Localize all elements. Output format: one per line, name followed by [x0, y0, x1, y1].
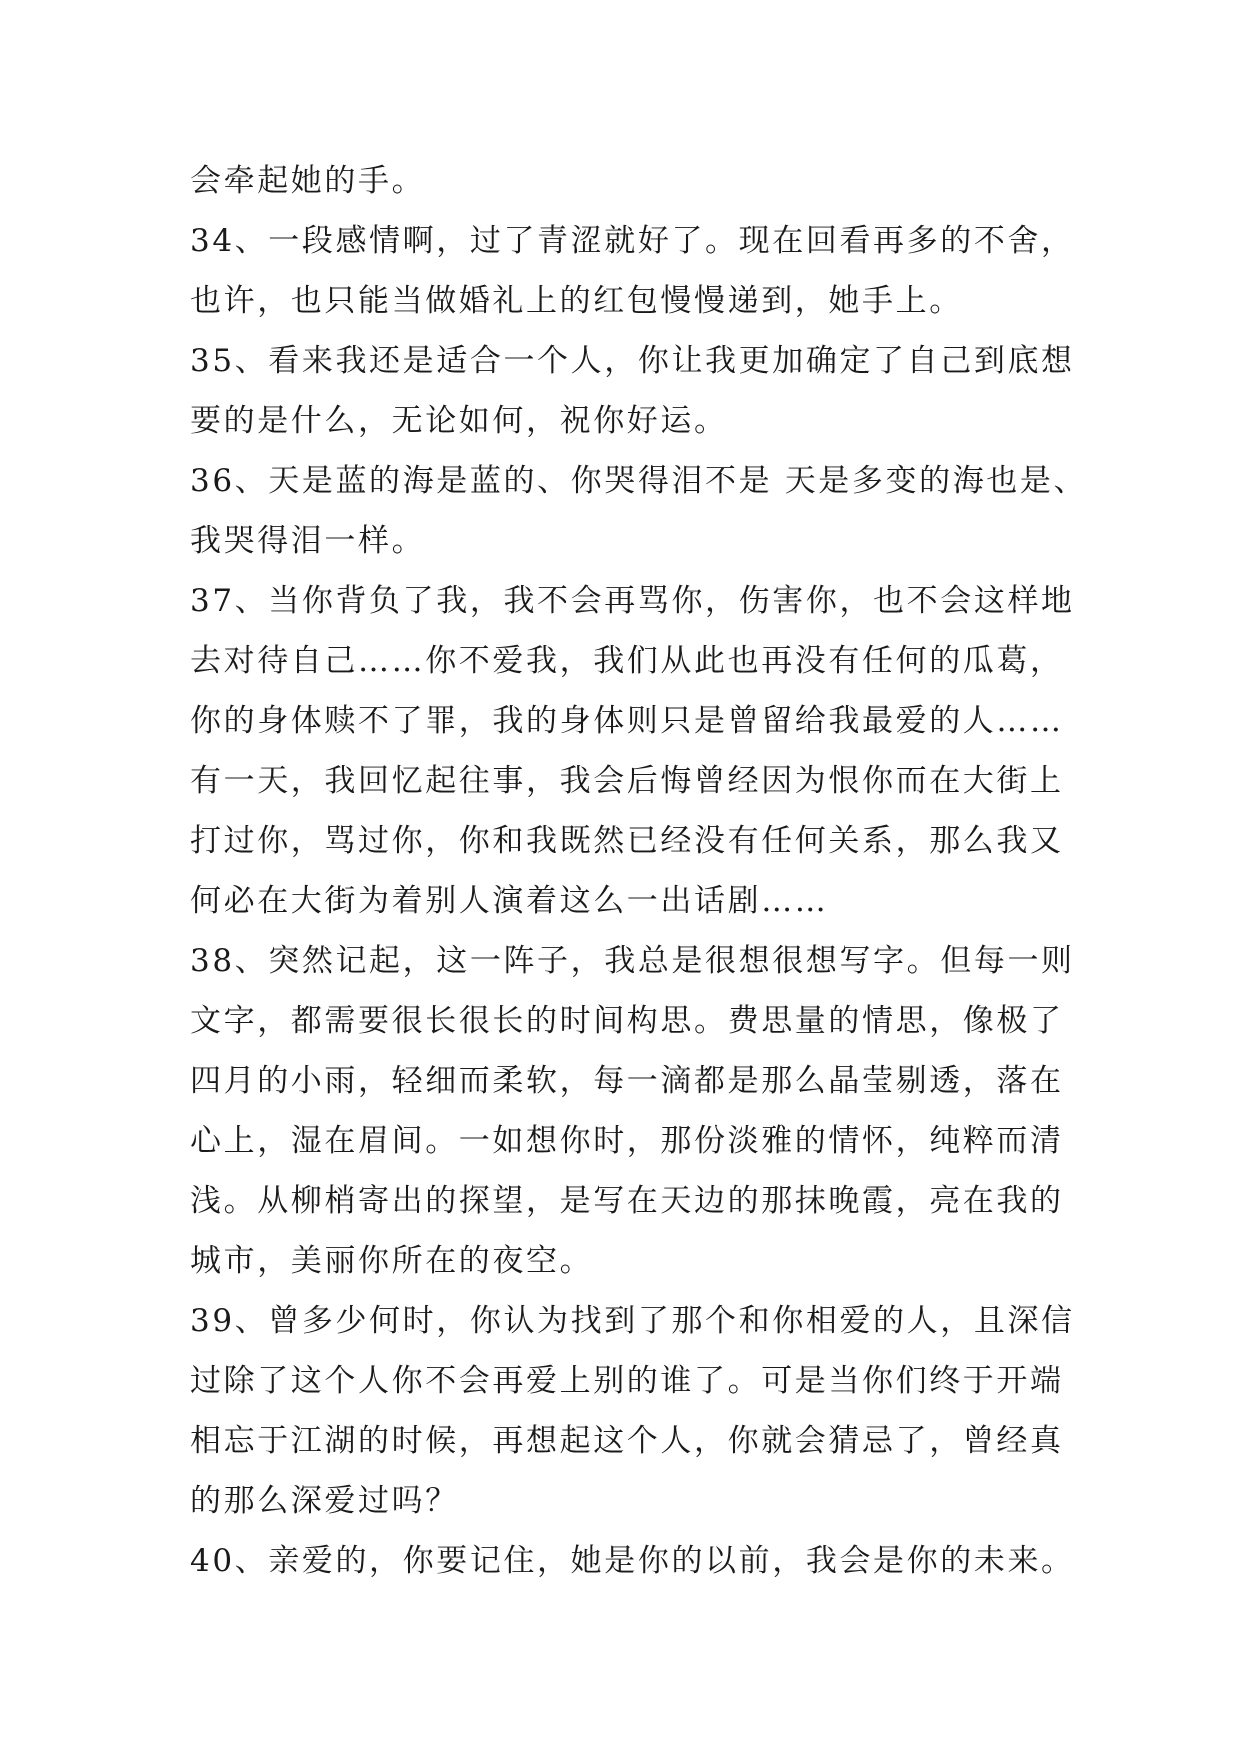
text-line: 相忘于江湖的时候，再想起这个人，你就会猜忌了，曾经真 — [190, 1423, 1064, 1459]
text-line: 要的是什么，无论如何，祝你好运。 — [190, 403, 728, 439]
text-line: 34、一段感情啊，过了青涩就好了。现在回看再多的不舍， — [190, 223, 1075, 259]
text-line: 四月的小雨，轻细而柔软，每一滴都是那么晶莹剔透，落在 — [190, 1063, 1064, 1099]
text-line: 39、曾多少何时，你认为找到了那个和你相爱的人，且深信 — [190, 1303, 1075, 1339]
text-line: 你的身体赎不了罪，我的身体则只是曾留给我最爱的人…… — [190, 703, 1064, 739]
text-line: 35、看来我还是适合一个人，你让我更加确定了自己到底想 — [190, 343, 1075, 379]
text-line: 打过你，骂过你，你和我既然已经没有任何关系，那么我又 — [190, 823, 1064, 859]
text-line: 40、亲爱的，你要记住，她是你的以前，我会是你的未来。 — [190, 1543, 1075, 1579]
text-line: 去对待自己……你不爱我，我们从此也再没有任何的瓜葛， — [190, 643, 1064, 679]
text-line: 浅。从柳梢寄出的探望，是写在天边的那抹晚霞，亮在我的 — [190, 1183, 1064, 1219]
text-line: 文字，都需要很长很长的时间构思。费思量的情思，像极了 — [190, 1003, 1064, 1039]
text-line: 我哭得泪一样。 — [190, 523, 426, 559]
text-line: 37、当你背负了我，我不会再骂你，伤害你，也不会这样地 — [190, 583, 1075, 619]
text-line: 过除了这个人你不会再爱上别的谁了。可是当你们终于开端 — [190, 1363, 1064, 1399]
text-line: 的那么深爱过吗？ — [190, 1483, 459, 1519]
text-line: 有一天，我回忆起往事，我会后悔曾经因为恨你而在大街上 — [190, 763, 1064, 799]
text-line: 何必在大街为着别人演着这么一出话剧…… — [190, 883, 829, 919]
text-line: 36、天是蓝的海是蓝的、你哭得泪不是 天是多变的海也是、 — [190, 463, 1088, 499]
text-line: 也许，也只能当做婚礼上的红包慢慢递到，她手上。 — [190, 283, 963, 319]
text-line: 38、突然记起，这一阵子，我总是很想很想写字。但每一则 — [190, 943, 1075, 979]
text-line: 心上，湿在眉间。一如想你时，那份淡雅的情怀，纯粹而清 — [190, 1123, 1064, 1159]
document-body — [190, 151, 1090, 1591]
text-line: 会牵起她的手。 — [190, 163, 426, 199]
text-line: 城市，美丽你所在的夜空。 — [190, 1243, 594, 1279]
